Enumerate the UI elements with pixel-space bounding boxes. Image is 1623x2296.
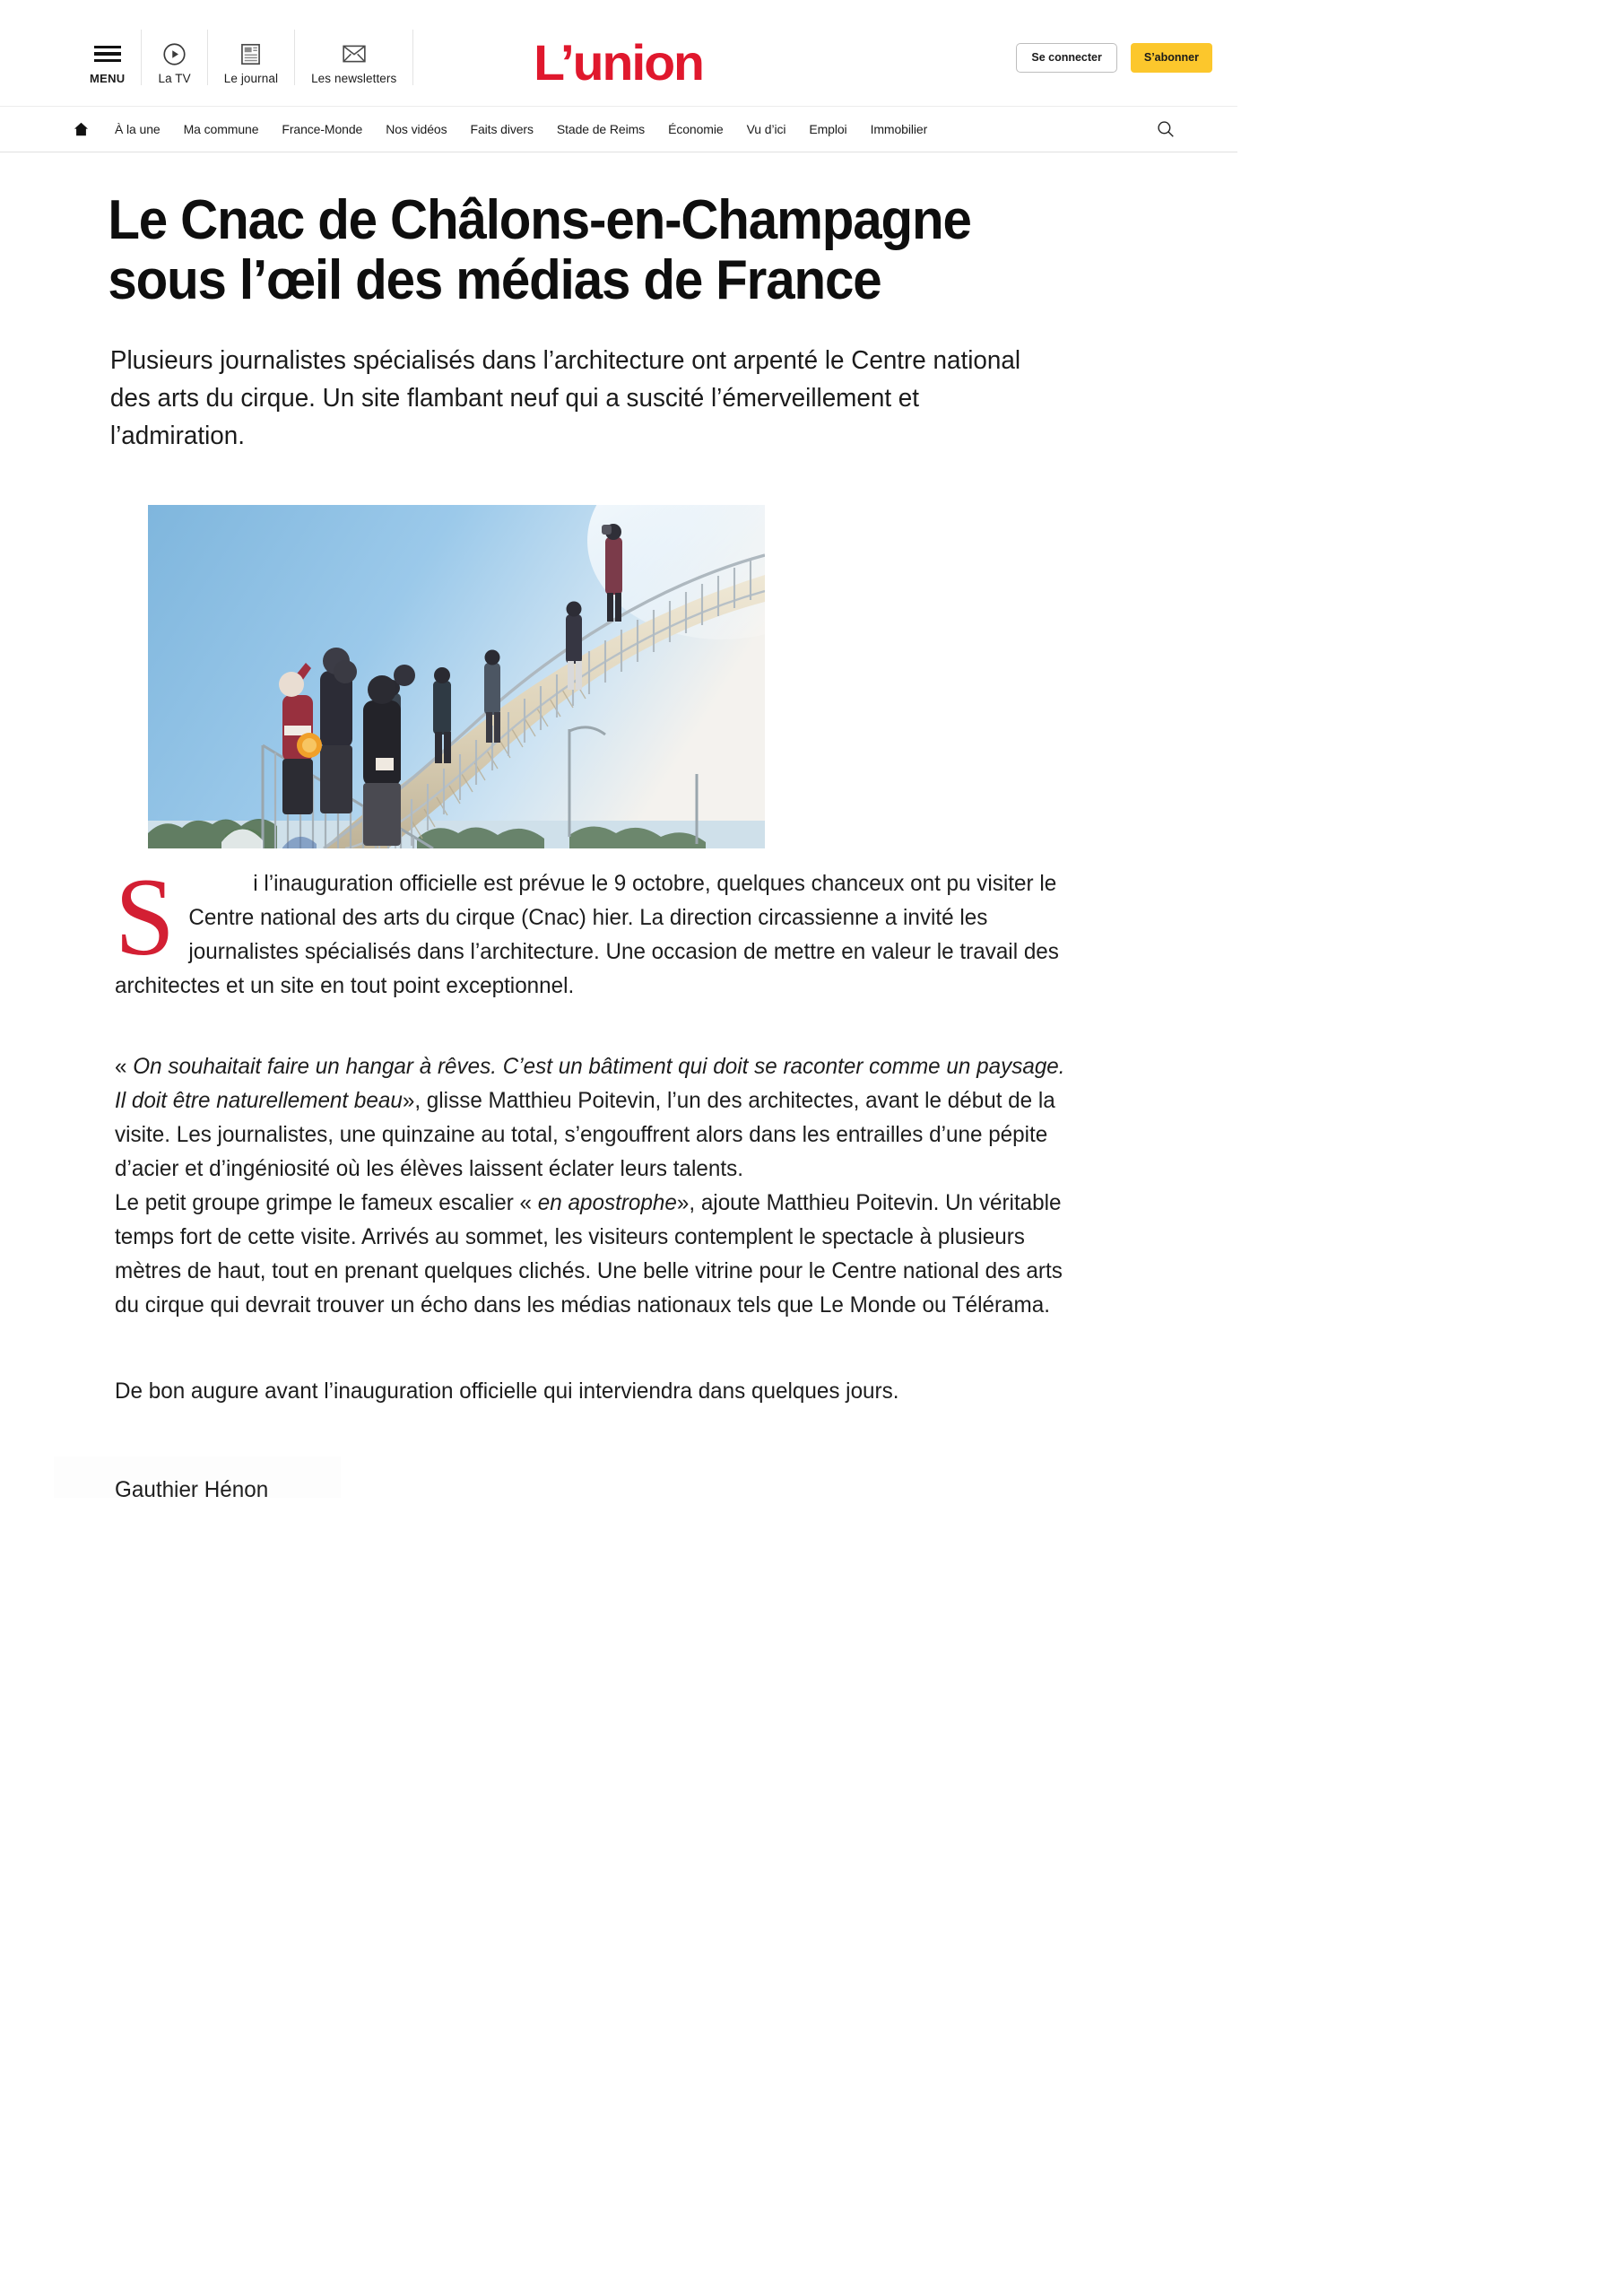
nav-item-immobilier[interactable]: Immobilier: [870, 122, 928, 136]
header-utility-nav: [74, 21, 413, 85]
article-paragraph-4: De bon augure avant l’inauguration officielle qui interviendra dans quelques jours.: [115, 1378, 899, 1404]
article-standfirst: [0, 342, 1188, 455]
les-newsletters-link[interactable]: [295, 30, 413, 85]
nav-item-economie[interactable]: Économie: [668, 122, 724, 136]
search-icon[interactable]: [1157, 120, 1175, 138]
la-tv-label: La TV: [158, 72, 191, 85]
newspaper-icon: [239, 40, 262, 67]
article-photo: [148, 505, 765, 848]
page-title: Le Cnac de Châlons-en-Champagne sous l’œil des médias de France: [108, 189, 971, 312]
paragraph-3-quote: en apostrophe: [537, 1189, 677, 1215]
paragraph-1-tail: l’architecture. Une occasion de mettre en valeur le travail des architectes et un site en tout point exceptionnel.: [115, 938, 1059, 998]
quote-open-guillemet: «: [115, 1053, 127, 1079]
nav-links: [103, 122, 939, 136]
nav-item-vu-dici[interactable]: Vu d’ici: [746, 122, 786, 136]
le-journal-label: Le journal: [223, 72, 279, 85]
paragraph-1-lead: i l’inauguration officielle est prévue le 9 octobre, quelques chanceux ont pu visiter le Centre national des arts du cirque (Cnac) hier. La direction circassienne a invité les journalistes spécialisés dans: [188, 870, 1057, 964]
article-figure: [0, 505, 1237, 848]
la-tv-link[interactable]: [142, 30, 207, 85]
envelope-icon: [342, 40, 367, 67]
paragraph-2-quote: On souhaitait faire un hangar à rêves. C’est un bâtiment qui doit se raconter comme un paysage. Il doit être naturellement beau: [115, 1053, 1065, 1113]
paragraph-3-after: », ajoute Matthieu Poitevin. Un véritable temps fort de cette visite. Arrivés au sommet, les visiteurs contemplent le spectacle à plusieurs mètres de haut, tout en prenant quelques clichés. Une belle vitrine pour le Centre national des arts du cirque qui devrait trouver un écho dans les médias nationaux tels que Le Monde ou Télérama.: [115, 1189, 1063, 1318]
account-actions: [1016, 43, 1212, 73]
article-paragraph-2: [115, 1049, 1073, 1186]
nav-item-emploi[interactable]: Emploi: [809, 122, 847, 136]
menu-button[interactable]: [74, 30, 142, 85]
article-paragraph-1: [115, 855, 1073, 1003]
nav-item-faits-divers[interactable]: Faits divers: [470, 122, 534, 136]
login-button[interactable]: Se connecter: [1016, 43, 1117, 73]
standfirst-line-2: des arts du cirque. Un site flambant neuf qui a suscité l’émerveillement et l’admiration.: [109, 383, 920, 450]
nav-item-stade-de-reims[interactable]: Stade de Reims: [556, 122, 646, 136]
page-bottom-artifact: [54, 1457, 341, 1498]
home-icon[interactable]: [74, 122, 89, 136]
article-paragraph-3: [115, 1186, 1073, 1322]
article-body: [0, 848, 1237, 1503]
paragraph-3-before: Le petit groupe grimpe le fameux escalier «: [115, 1189, 533, 1215]
subscribe-button[interactable]: S’abonner: [1131, 43, 1212, 73]
hamburger-icon: [94, 40, 121, 67]
drop-cap-letter: S: [115, 855, 175, 978]
nav-item-ma-commune[interactable]: Ma commune: [183, 122, 259, 136]
le-journal-link[interactable]: [208, 30, 295, 85]
paragraph-2-attribution: », glisse Matthieu Poitevin, l’un des architectes, avant le début de la visite. Les journalistes, une quinzaine au total, s’engouffrent alors dans les entrailles d’une pépite d’acier et d’ingéniosité où les élèves laissent éclater leurs talents.: [115, 1087, 1055, 1181]
standfirst-line-1: Plusieurs journalistes spécialisés dans l’architecture ont arpenté le Centre national: [109, 345, 1021, 375]
play-circle-icon: [162, 40, 187, 67]
nav-item-nos-videos[interactable]: Nos vidéos: [386, 122, 447, 136]
page-root: [0, 0, 1237, 1503]
nav-item-france-monde[interactable]: France-Monde: [282, 122, 363, 136]
menu-label: MENU: [90, 72, 126, 85]
article-byline: Gauthier Hénon: [115, 1476, 269, 1502]
nav-item-a-la-une[interactable]: À la une: [115, 122, 161, 136]
site-logo-text: L’union: [534, 34, 704, 91]
les-newsletters-label: Les newsletters: [311, 72, 397, 85]
article: [0, 190, 1237, 1503]
site-header: [0, 0, 1237, 106]
main-navigation: [0, 106, 1237, 152]
